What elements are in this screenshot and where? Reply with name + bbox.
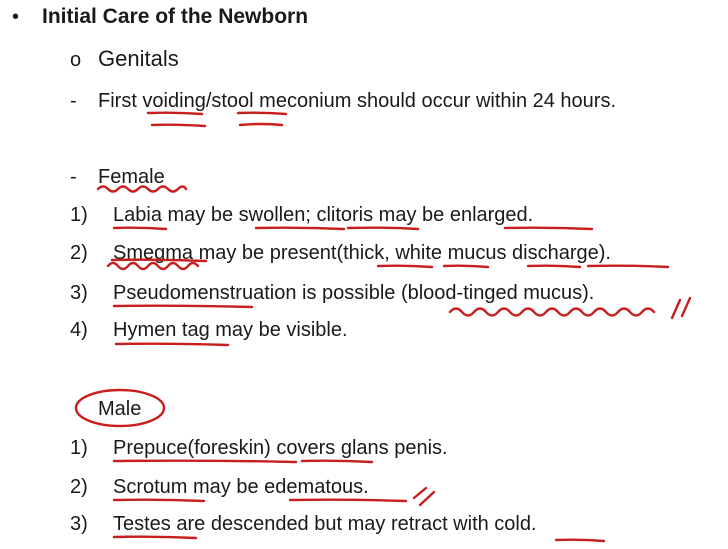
underline-smegma xyxy=(112,260,206,261)
underline-voiding-2 xyxy=(152,125,205,126)
underline-thick xyxy=(378,266,432,267)
check-marks-male-2 xyxy=(414,488,434,505)
underline-discharge xyxy=(588,266,668,267)
underline-swollen xyxy=(256,228,344,229)
general-dash: - xyxy=(70,90,77,112)
female-item-3-num: 3) xyxy=(70,282,88,304)
circle-male xyxy=(76,390,164,426)
underline-covers xyxy=(302,461,372,462)
general-text: First voiding/stool meconium should occur within 24 hours. xyxy=(98,90,617,112)
squiggle-smegma xyxy=(108,263,198,269)
underline-mucus xyxy=(528,266,580,267)
title-bullet: • xyxy=(12,6,20,28)
male-item-1-num: 1) xyxy=(70,437,88,459)
underline-edematous xyxy=(290,500,406,501)
female-item-1: Labia may be swollen; clitoris may be enlarged. xyxy=(113,204,534,226)
underline-voiding xyxy=(148,113,202,114)
underline-stool xyxy=(238,113,286,114)
underline-prepuce xyxy=(114,461,296,462)
underline-clitoris xyxy=(348,228,418,229)
female-heading: Female xyxy=(98,166,165,188)
male-item-3-num: 3) xyxy=(70,513,88,535)
underline-testes xyxy=(114,537,196,538)
check-marks-3 xyxy=(672,298,690,318)
male-item-2-num: 2) xyxy=(70,476,88,498)
subheading-genitals: Genitals xyxy=(98,46,179,71)
female-item-3: Pseudomenstruation is possible (blood-tinged mucus). xyxy=(113,282,595,304)
female-item-4: Hymen tag may be visible. xyxy=(113,319,348,341)
underline-scrotum xyxy=(114,500,204,501)
slide-title: Initial Care of the Newborn xyxy=(42,5,309,28)
female-item-2: Smegma may be present(thick, white mucus discharge). xyxy=(113,242,611,264)
underline-pseudo xyxy=(114,306,252,307)
male-item-3: Testes are descended but may retract with cold. xyxy=(113,513,537,535)
underline-cold xyxy=(556,540,604,541)
female-item-1-num: 1) xyxy=(70,204,88,226)
male-heading: Male xyxy=(98,398,142,420)
squiggle-female xyxy=(98,187,186,192)
underline-white xyxy=(444,266,488,267)
sub-bullet: o xyxy=(70,49,82,71)
male-item-1: Prepuce(foreskin) covers glans penis. xyxy=(113,437,448,459)
female-item-4-num: 4) xyxy=(70,319,88,341)
female-dash: - xyxy=(70,166,77,188)
female-item-2-num: 2) xyxy=(70,242,88,264)
underline-hymen-tag xyxy=(116,344,228,345)
underline-labia xyxy=(114,228,166,229)
male-item-2: Scrotum may be edematous. xyxy=(113,476,369,498)
underline-stool-2 xyxy=(240,124,282,125)
underline-enlarged xyxy=(505,228,592,229)
squiggle-blood-tinged xyxy=(450,309,654,316)
